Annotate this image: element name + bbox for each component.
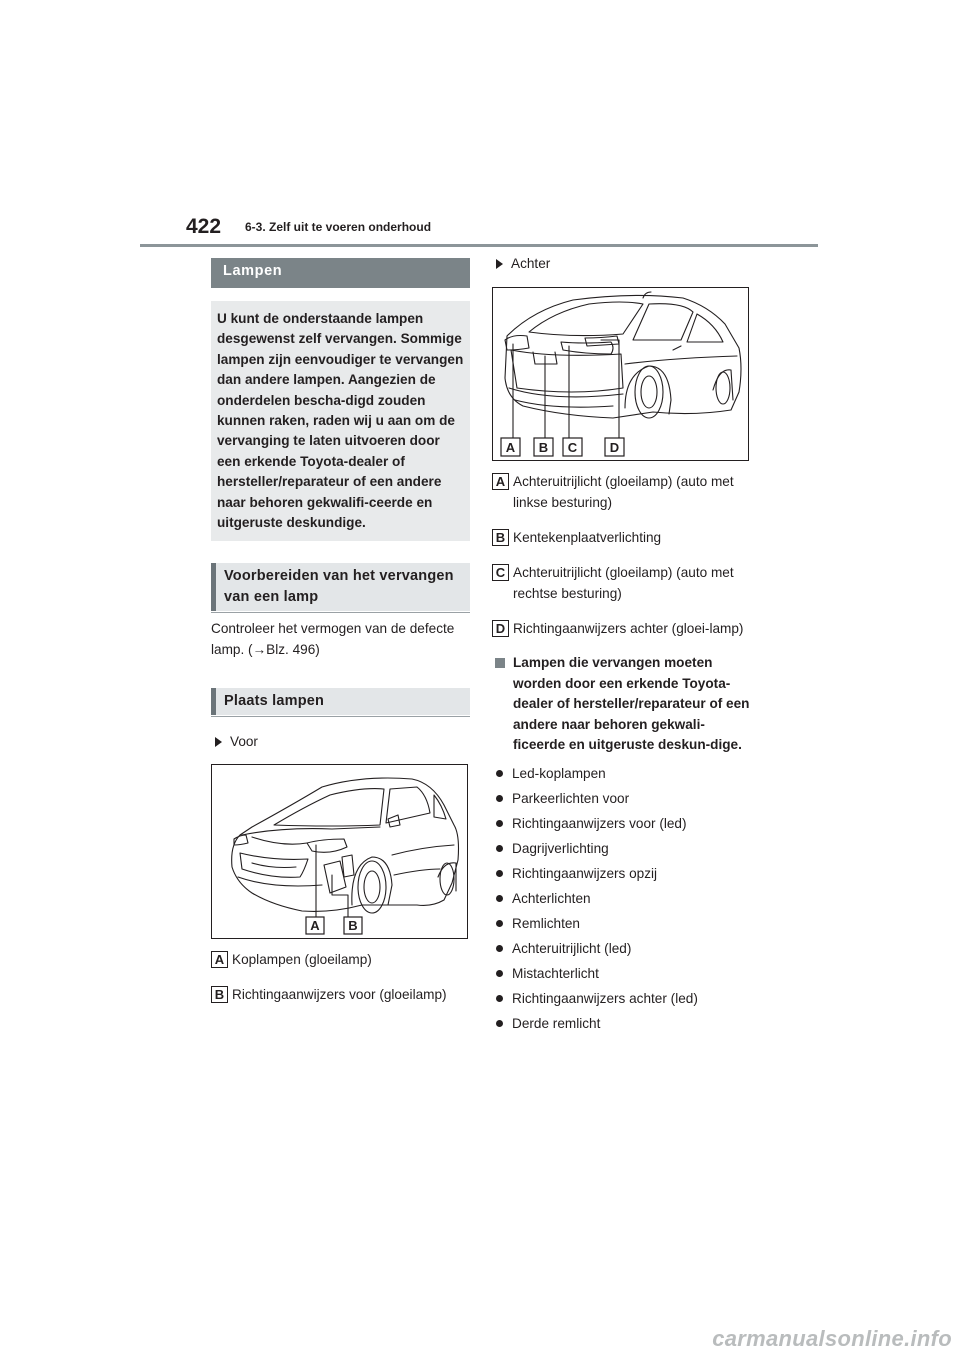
dealer-lamp-list bbox=[492, 761, 752, 1036]
legend-letter-box: A bbox=[211, 951, 228, 968]
list-item bbox=[492, 761, 752, 786]
front-legend-item bbox=[211, 984, 470, 1005]
front-label: Voor bbox=[230, 734, 258, 750]
lampen-note: U kunt de onderstaande lampen desgewenst zelf vervangen. Sommige lampen zijn eenvoudiger te vervangen dan andere lampen. Aangezien de onderdelen bescha-digd zouden kunnen raken, raden wij u aan om de vervanging te laten uitvoeren door een erkende Toyota-dealer of hersteller/reparateur of een andere naar behoren gekwalifi-ceerde en uitgeruste deskundige. bbox=[211, 301, 470, 541]
bullet-dot-icon bbox=[496, 770, 503, 777]
list-item bbox=[492, 961, 752, 986]
list-item-text: Parkeerlichten voor bbox=[512, 790, 630, 806]
callout-a: A bbox=[505, 440, 516, 455]
list-item bbox=[492, 836, 752, 861]
list-item-text: Achterlichten bbox=[512, 890, 591, 906]
list-item-text: Derde remlicht bbox=[512, 1015, 601, 1031]
prep-text: Controleer het vermogen van de defecte lamp. (→Blz. 496) bbox=[211, 621, 455, 658]
prep-heading-text: Voorbereiden van het vervangen van een lamp bbox=[224, 568, 454, 606]
list-item bbox=[492, 911, 752, 936]
callout-a: A bbox=[310, 918, 320, 934]
list-item-text: Richtingaanwijzers opzij bbox=[512, 865, 658, 881]
list-item bbox=[492, 886, 752, 911]
heading-underline bbox=[211, 612, 470, 613]
legend-letter-box: C bbox=[492, 564, 509, 581]
front-car-drawing bbox=[212, 765, 469, 940]
bullet-dot-icon bbox=[496, 845, 503, 852]
front-subheading bbox=[211, 734, 470, 749]
list-item bbox=[492, 986, 752, 1011]
plaats-heading-text: Plaats lampen bbox=[224, 693, 325, 710]
callout-d: D bbox=[609, 440, 620, 455]
bullet-dot-icon bbox=[496, 945, 503, 952]
triangle-bullet-icon bbox=[496, 259, 503, 269]
bullet-dot-icon bbox=[496, 970, 503, 977]
legend-text: Achteruitrijlicht (gloeilamp) (auto met linkse besturing) bbox=[513, 474, 734, 510]
legend-text: Kentekenplaatverlichting bbox=[513, 530, 662, 545]
legend-letter-box: B bbox=[492, 529, 509, 546]
list-item bbox=[492, 861, 752, 886]
callout-c: C bbox=[567, 440, 578, 455]
callout-b: B bbox=[538, 440, 549, 455]
list-item bbox=[492, 1011, 752, 1036]
left-column bbox=[211, 258, 470, 1005]
legend-letter-box: D bbox=[492, 620, 509, 637]
list-item-text: Remlichten bbox=[512, 915, 580, 931]
front-legend-item bbox=[211, 949, 470, 970]
list-item-text: Mistachterlicht bbox=[512, 965, 599, 981]
list-item-text: Richtingaanwijzers voor (led) bbox=[512, 815, 687, 831]
page-number: 422 bbox=[186, 215, 222, 238]
dealer-replacement-heading bbox=[492, 653, 752, 756]
list-item-text: Led-koplampen bbox=[512, 765, 606, 781]
lampen-heading: Lampen bbox=[211, 258, 470, 288]
rear-callouts bbox=[501, 438, 624, 456]
legend-text: Koplampen (gloeilamp) bbox=[232, 952, 372, 968]
callout-b: B bbox=[348, 918, 358, 934]
right-column bbox=[492, 256, 752, 1036]
legend-text: Achteruitrijlicht (gloeilamp) (auto met rechtse besturing) bbox=[513, 565, 734, 601]
bullet-dot-icon bbox=[496, 995, 503, 1002]
legend-letter-box: B bbox=[211, 986, 228, 1003]
list-item bbox=[492, 811, 752, 836]
triangle-bullet-icon bbox=[215, 737, 222, 747]
square-bullet-icon bbox=[495, 658, 505, 668]
rear-legend-item bbox=[492, 471, 752, 513]
header-divider bbox=[140, 244, 818, 247]
legend-text: Richtingaanwijzers achter (gloei-lamp) bbox=[513, 621, 744, 636]
list-item-text: Richtingaanwijzers achter (led) bbox=[512, 990, 698, 1006]
rear-car-illustration bbox=[492, 287, 749, 461]
rear-legend-item bbox=[492, 618, 752, 639]
bullet-dot-icon bbox=[496, 870, 503, 877]
legend-text: Richtingaanwijzers voor (gloeilamp) bbox=[232, 987, 447, 1003]
rear-legend-item bbox=[492, 527, 752, 548]
bullet-dot-icon bbox=[496, 920, 503, 927]
rear-car-drawing bbox=[493, 288, 750, 462]
list-item bbox=[492, 786, 752, 811]
plaats-heading bbox=[211, 688, 470, 715]
dealer-heading-text: Lampen die vervangen moeten worden door een erkende Toyota-dealer of hersteller/reparateur of een andere naar behoren gekwali-ficeerde en uitgeruste deskun-dige. bbox=[513, 655, 750, 752]
rear-label: Achter bbox=[511, 256, 551, 271]
rear-subheading bbox=[492, 256, 752, 271]
bullet-dot-icon bbox=[496, 1020, 503, 1027]
heading-underline bbox=[211, 716, 470, 717]
list-item-text: Dagrijverlichting bbox=[512, 840, 609, 856]
bullet-dot-icon bbox=[496, 895, 503, 902]
watermark: carmanualsonline.info bbox=[712, 1326, 952, 1351]
bullet-dot-icon bbox=[496, 820, 503, 827]
front-callouts bbox=[306, 917, 362, 934]
prep-heading bbox=[211, 563, 470, 611]
rear-legend-item bbox=[492, 562, 752, 604]
legend-letter-box: A bbox=[492, 473, 509, 490]
section-title: 6-3. Zelf uit te voeren onderhoud bbox=[245, 220, 432, 234]
list-item-text: Achteruitrijlicht (led) bbox=[512, 940, 632, 956]
list-item bbox=[492, 936, 752, 961]
front-car-illustration bbox=[211, 764, 468, 939]
bullet-dot-icon bbox=[496, 795, 503, 802]
